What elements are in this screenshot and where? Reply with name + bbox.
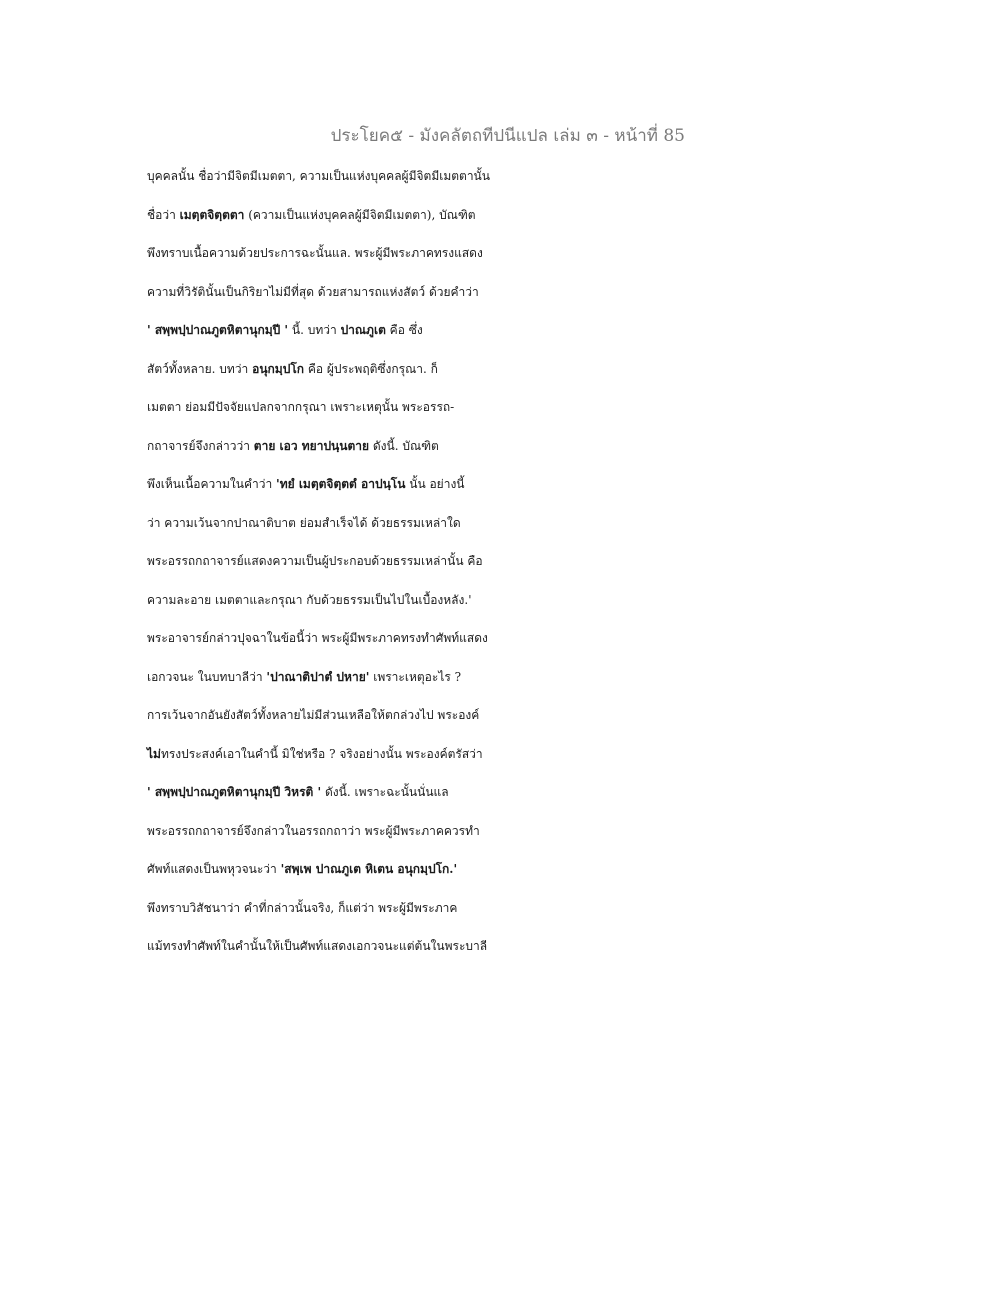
text-run: ชื่อว่า bbox=[147, 207, 180, 222]
bold-term: ตาย เอว ทยาปนฺนตาย bbox=[253, 438, 370, 453]
text-line bbox=[147, 850, 692, 889]
text-line bbox=[147, 696, 692, 735]
text-run: กถาจารย์จึงกล่าวว่า bbox=[147, 438, 254, 453]
text-run: เพราะเหตุอะไร ? bbox=[369, 669, 462, 684]
text-run: คือ ผู้ประพฤติซึ่งกรุณา. ก็ bbox=[304, 361, 438, 376]
text-run: การเว้นจากอันยังสัตว์ทั้งหลายไม่มีส่วนเหลือให้ตกล่วงไป พระองค์ bbox=[147, 708, 480, 722]
body-text bbox=[147, 157, 692, 966]
text-run: เอกวจนะ ในบทบาลีว่า bbox=[147, 669, 267, 684]
text-line bbox=[147, 311, 692, 350]
text-run: (ความเป็นแห่งบุคคลผู้มีจิตมีเมตตา), บัณฑิต bbox=[244, 207, 476, 222]
text-run: เมตตา ย่อมมีปัจจัยแปลกจากกรุณา เพราะเหตุนั้น พระอรรถ- bbox=[147, 400, 455, 414]
text-line bbox=[147, 812, 692, 851]
bold-term: 'ทยํ เมตฺตจิตฺตตํ อาปนฺโน bbox=[276, 477, 406, 491]
text-run: ดังนี้. บัณฑิต bbox=[369, 438, 439, 453]
text-line bbox=[147, 388, 692, 427]
text-run: ดังนี้. เพราะฉะนั้นนั่นแล bbox=[321, 785, 449, 799]
text-run: ความที่วิรัตินั้นเป็นกิริยาไม่มีที่สุด ด้วยสามารถแห่งสัตว์ ด้วยคำว่า bbox=[147, 284, 479, 299]
text-line bbox=[147, 773, 692, 812]
text-line bbox=[147, 581, 692, 620]
text-line bbox=[147, 889, 692, 928]
text-run: ว่า ความเว้นจากปาณาติบาต ย่อมสำเร็จได้ ด้วยธรรมเหล่าใด bbox=[147, 515, 461, 530]
text-line bbox=[147, 427, 692, 466]
text-line bbox=[147, 735, 692, 774]
running-header: ประโยค๕ - มังคลัตถทีปนีแปล เล่ม ๓ - หน้าที่ 85 bbox=[330, 126, 685, 146]
text-run: นี้. บทว่า bbox=[288, 323, 341, 337]
text-run: สัตว์ทั้งหลาย. บทว่า bbox=[147, 361, 253, 376]
text-run: พระอาจารย์กล่าวปุจฉาในข้อนี้ว่า พระผู้มีพระภาคทรงทำศัพท์แสดง bbox=[147, 631, 488, 645]
text-run: บุคคลนั้น ชื่อว่ามีจิตมีเมตตา, ความเป็นแห่งบุคคลผู้มีจิตมีเมตตานั้น bbox=[147, 169, 490, 183]
text-run: พระอรรถกถาจารย์แสดงความเป็นผู้ประกอบด้วยธรรมเหล่านั้น คือ bbox=[147, 554, 483, 568]
bold-term: ปาณภูเต bbox=[340, 323, 386, 337]
bold-term: เมตฺตจิตฺตตา bbox=[179, 207, 245, 222]
text-line bbox=[147, 619, 692, 658]
text-run: พระอรรถกถาจารย์จึงกล่าวในอรรถกถาว่า พระผู้มีพระภาคควรทำ bbox=[147, 823, 480, 838]
text-run: ความละอาย เมตตาและกรุณา กับด้วยธรรมเป็นไปในเบื้องหลัง.' bbox=[147, 592, 472, 607]
bold-term: ' สพฺพปฺปาณภูตหิตานุกมฺปี ' bbox=[147, 323, 289, 337]
bold-term: 'สพฺเพ ปาณภูเต หิเตน อนุกมฺปโก.' bbox=[280, 862, 458, 876]
text-run: นั้น อย่างนี้ bbox=[405, 477, 465, 491]
text-run: ศัพท์แสดงเป็นพหุวจนะว่า bbox=[147, 862, 281, 876]
text-line bbox=[147, 196, 692, 235]
bold-term: อนุกมฺปโก bbox=[252, 361, 305, 376]
text-line bbox=[147, 504, 692, 543]
bold-term: ' สพฺพปฺปาณภูตหิตานุกมฺปี วิหรติ ' bbox=[147, 785, 322, 799]
text-line bbox=[147, 157, 692, 196]
text-run: พึงทราบเนื้อความด้วยประการฉะนั้นแล. พระผู้มีพระภาคทรงแสดง bbox=[147, 246, 483, 260]
text-run: คือ ซึ่ง bbox=[385, 323, 423, 337]
text-line bbox=[147, 927, 692, 966]
text-line bbox=[147, 658, 692, 697]
text-run: ทรงประสงค์เอาในคำนี้ มิใช่หรือ ? จริงอย่างนั้น พระองค์ตรัสว่า bbox=[160, 746, 483, 761]
bold-term: 'ปาณาติปาตํ ปหาย' bbox=[266, 669, 370, 684]
bold-term: ไม่ bbox=[147, 746, 161, 761]
text-line bbox=[147, 234, 692, 273]
text-run: แม้ทรงทำศัพท์ในคำนั้นให้เป็นศัพท์แสดงเอกวจนะแต่ต้นในพระบาลี bbox=[147, 939, 488, 953]
text-line bbox=[147, 350, 692, 389]
text-line bbox=[147, 542, 692, 581]
text-run: พึงทราบวิสัชนาว่า คำที่กล่าวนั้นจริง, ก็แต่ว่า พระผู้มีพระภาค bbox=[147, 900, 458, 915]
text-line bbox=[147, 465, 692, 504]
text-run: พึงเห็นเนื้อความในคำว่า bbox=[147, 477, 277, 491]
text-line bbox=[147, 273, 692, 312]
